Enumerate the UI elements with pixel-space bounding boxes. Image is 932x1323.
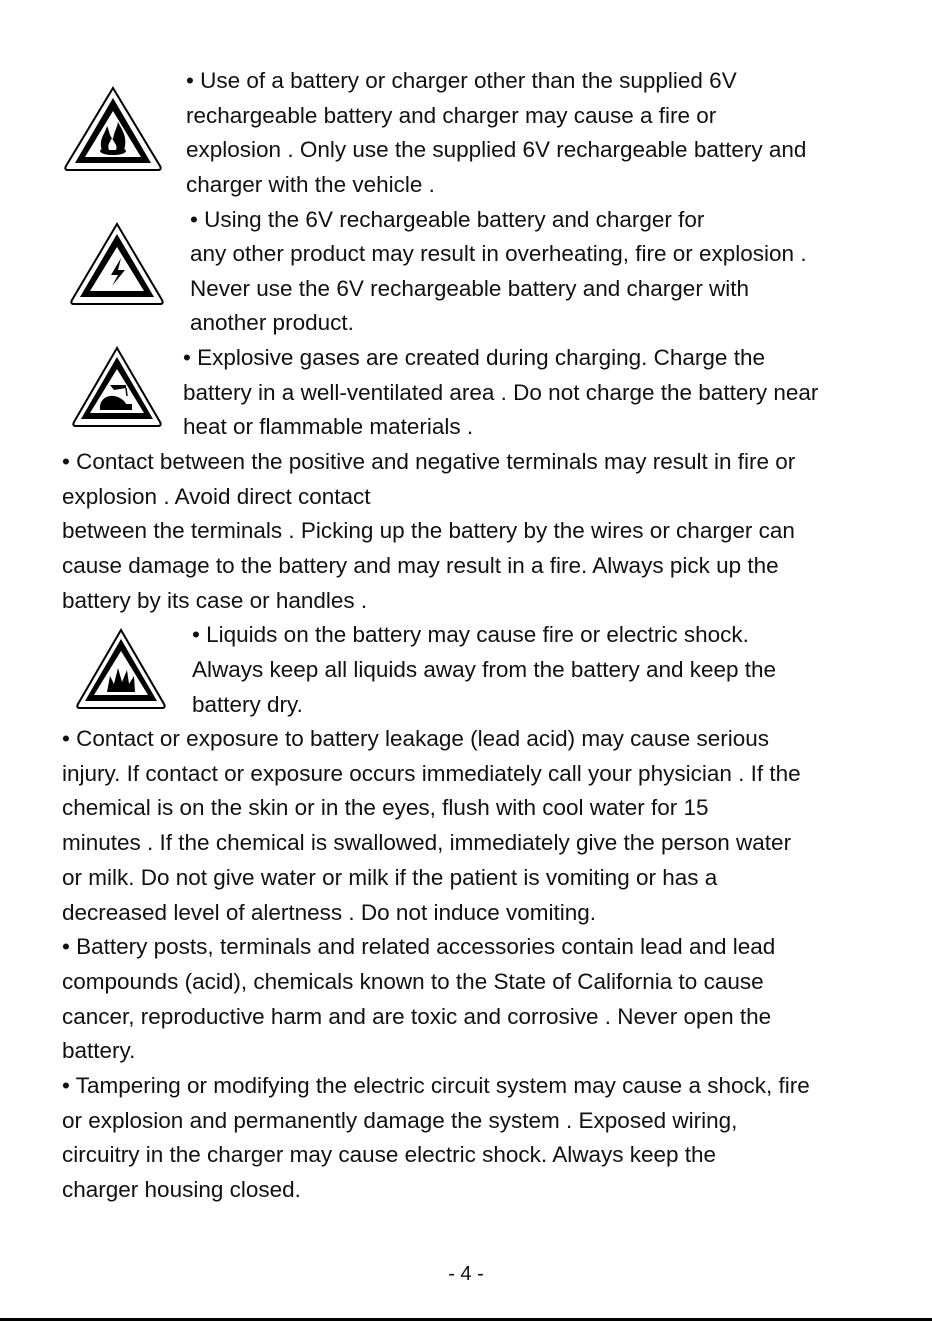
text-line: • Contact or exposure to battery leakage (lead acid) may cause serious	[62, 726, 769, 751]
text-line: or explosion and permanently damage the system . Exposed wiring,	[62, 1108, 738, 1133]
text-line: another product.	[190, 310, 354, 335]
text-line: decreased level of alertness . Do not induce vomiting.	[62, 900, 597, 925]
text-line: rechargeable battery and charger may cause a fire or	[186, 103, 717, 128]
text-line: • Contact between the positive and negative terminals may result in fire or	[62, 449, 796, 474]
text-line: charger with the vehicle .	[186, 172, 435, 197]
explosion-warning-icon	[74, 626, 168, 712]
text-line: chemical is on the skin or in the eyes, flush with cool water for 15	[62, 795, 709, 820]
text-line: • Use of a battery or charger other than the supplied 6V	[186, 68, 737, 93]
text-line: cause damage to the battery and may result in a fire. Always pick up the	[62, 553, 779, 578]
text-line: charger housing closed.	[62, 1177, 301, 1202]
text-line: compounds (acid), chemicals known to the State of California to cause	[62, 969, 764, 994]
text-line: explosion . Avoid direct contact	[62, 484, 371, 509]
text-line: explosion . Only use the supplied 6V rechargeable battery and	[186, 137, 807, 162]
text-line: • Liquids on the battery may cause fire or electric shock.	[192, 622, 749, 647]
page-number: - 4 -	[448, 1263, 484, 1285]
text-line: Never use the 6V rechargeable battery and charger with	[190, 276, 750, 301]
fire-warning-icon	[62, 84, 164, 174]
text-line: • Using the 6V rechargeable battery and charger for	[190, 207, 705, 232]
bottom-rule	[0, 1318, 932, 1321]
text-line: battery dry.	[192, 692, 303, 717]
text-line: any other product may result in overheating, fire or explosion .	[190, 241, 807, 266]
corrosive-warning-icon	[70, 344, 164, 430]
text-line: Always keep all liquids away from the battery and keep the	[192, 657, 777, 682]
text-line: • Tampering or modifying the electric circuit system may cause a shock, fire	[62, 1073, 810, 1098]
text-line: or milk. Do not give water or milk if the patient is vomiting or has a	[62, 865, 718, 890]
text-line: battery.	[62, 1038, 136, 1063]
text-line: battery in a well-ventilated area . Do not charge the battery near	[183, 380, 819, 405]
text-line: heat or flammable materials .	[183, 414, 474, 439]
electric-shock-warning-icon	[68, 220, 166, 308]
text-line: • Battery posts, terminals and related accessories contain lead and lead	[62, 934, 776, 959]
text-line: • Explosive gases are created during charging. Charge the	[183, 345, 765, 370]
text-line: injury. If contact or exposure occurs immediately call your physician . If the	[62, 761, 801, 786]
text-line: cancer, reproductive harm and are toxic and corrosive . Never open the	[62, 1004, 772, 1029]
text-line: minutes . If the chemical is swallowed, immediately give the person water	[62, 830, 792, 855]
text-line: between the terminals . Picking up the battery by the wires or charger can	[62, 518, 795, 543]
text-line: circuitry in the charger may cause electric shock. Always keep the	[62, 1142, 717, 1167]
text-line: battery by its case or handles .	[62, 588, 368, 613]
